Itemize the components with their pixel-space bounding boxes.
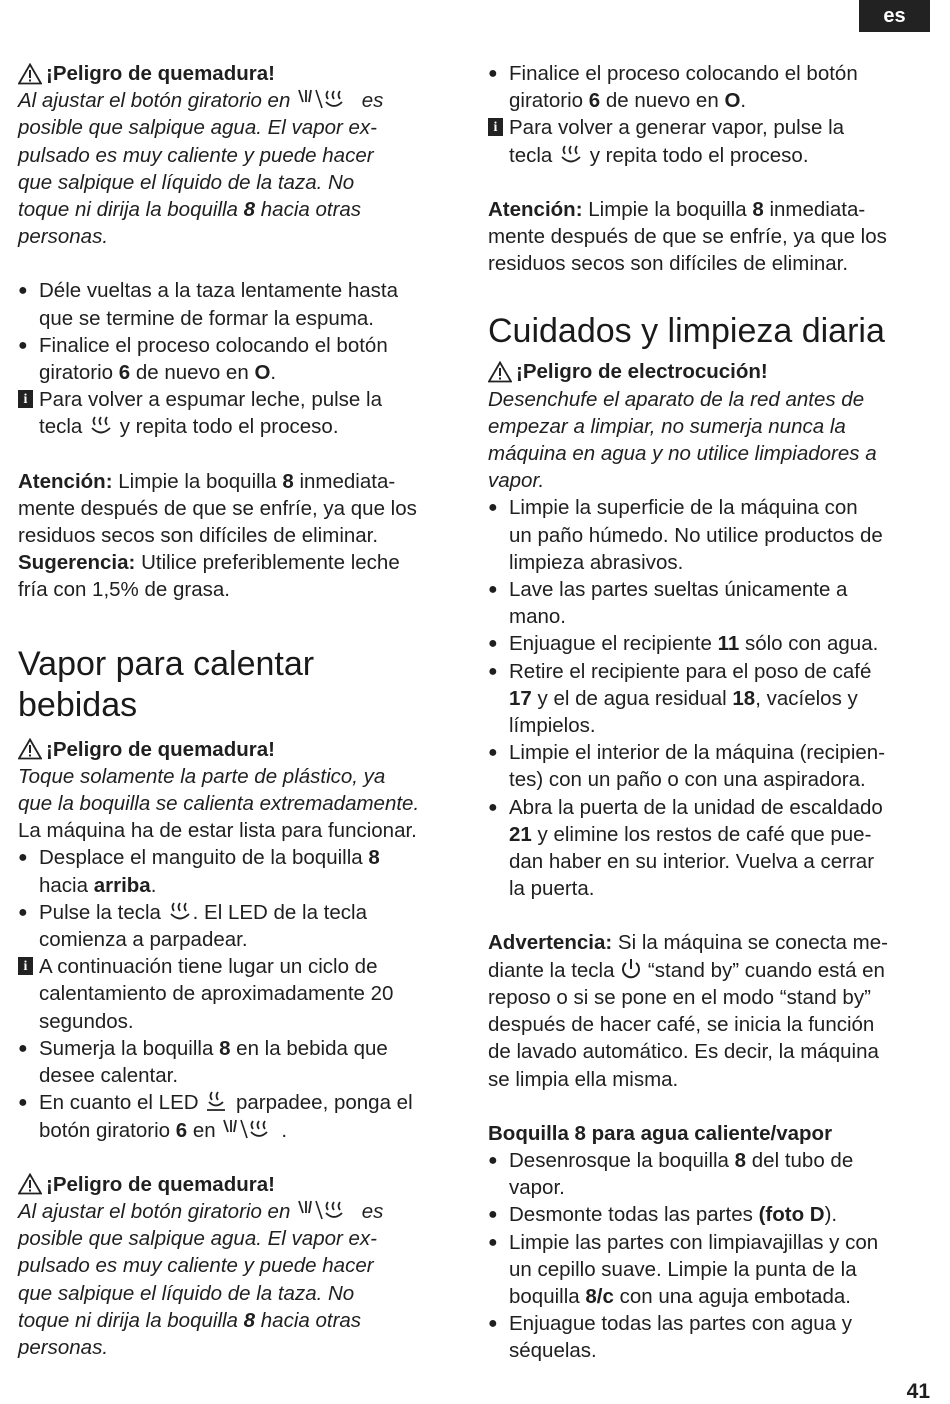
info-icon: i [18,957,33,975]
suggestion-note: Sugerencia: Utilice preferiblemente leche fría con 1,5% de grasa. [18,551,400,602]
attention-note: Atención: Limpie la boquilla 8 inmediata- mente después de que se enfríe, ya que los residuos secos son difíciles de eliminar. [488,197,887,276]
list-item: ● En cuanto el LED parpadee, ponga el botón giratorio 6 en . [18,1089,463,1143]
list-item: ● Limpie las partes con limpiavajillas y con un cepillo suave. Limpie la punta de la boquilla 8/c con una aguja embotada. [488,1229,933,1311]
list-item: ● Retire el recipiente para el poso de café 17 y el de agua residual 18, vacíelos y límpielos. [488,658,933,740]
bullet-icon: ● [488,744,498,762]
bullet-icon: ● [18,336,28,354]
list-item: ● Desenrosque la boquilla 8 del tubo de vapor. [488,1147,933,1201]
attention-note: Atención: Limpie la boquilla 8 inmediata- mente después de que se enfríe, ya que los residuos secos son difíciles de eliminar. [18,469,417,548]
info-icon: i [488,118,503,136]
list-item: ● Desmonte todas las partes (foto D). [488,1201,933,1228]
bullet-icon: ● [18,1094,28,1112]
warning-triangle-icon [18,738,42,760]
hot-water-steam-symbol-icon [296,1199,356,1221]
info-item: i Para volver a generar vapor, pulse la tecla y repita todo el proceso. [488,114,933,168]
bullet-icon: ● [18,849,28,867]
bullet-icon: ● [488,581,498,599]
warning-heading: ¡Peligro de electrocución! [488,358,933,385]
info-item: i Para volver a espumar leche, pulse la tecla y repita todo el proceso. [18,386,463,440]
bullet-icon: ● [488,499,498,517]
hot-water-steam-symbol-icon [221,1118,281,1140]
list-item: ● Finalice el proceso colocando el botón giratorio 6 de nuevo en O. [488,60,933,114]
list-item: ● Finalice el proceso colocando el botón giratorio 6 de nuevo en O. [18,332,463,386]
section-heading: Cuidados y limpieza diaria [488,312,885,351]
bullet-icon: ● [488,662,498,680]
warning-heading: ¡Peligro de quemadura! [18,60,463,87]
warning-text: Desenchufe el aparato de la red antes de empezar a limpiar, no sumerja nunca la máquina en agua y no utilice limpiadores a vapor. [488,387,877,493]
subsection-heading: Boquilla 8 para agua caliente/vapor [488,1121,833,1145]
list-item: ● Pulse la tecla . El LED de la tecla comienza a parpadear. [18,899,463,953]
list-item: ● Lave las partes sueltas únicamente a mano. [488,576,933,630]
bullet-icon: ● [488,65,498,82]
power-standby-icon [620,958,642,980]
bullet-icon: ● [18,903,28,921]
bullet-icon: ● [488,798,498,816]
warning-text: Al ajustar el botón giratorio en es posible que salpique agua. El vapor ex- pulsado es muy caliente y puede hacer que salpique el líquido de la taza. No toque ni dirija la boquilla 8 hacia otras personas. [18,1199,384,1359]
bullet-icon: ● [488,1151,498,1169]
bullet-icon: ● [488,1315,498,1333]
steam-led-icon [204,1090,230,1112]
language-tab: es [859,0,930,32]
warning-triangle-icon [18,63,42,85]
warning-note: Advertencia: Si la máquina se conecta me- diante la tecla “stand by” cuando está en reposo o si se pone en el modo “stand by” después de hacer café, se inicia la función de lavado automático. Es decir, la máquina se limpia ella misma. [488,931,888,1091]
list-item: ● Déle vueltas a la taza lentamente hasta que se termine de formar la espuma. [18,277,463,331]
steam-key-icon [88,414,114,436]
list-item: ● Limpie la superficie de la máquina con un paño húmedo. No utilice productos de limpieza abrasivos. [488,494,933,576]
list-item: ● Enjuague el recipiente 11 sólo con agua. [488,630,933,657]
bullet-icon: ● [488,635,498,653]
left-column [18,60,463,1361]
warning-text: Al ajustar el botón giratorio en es posible que salpique agua. El vapor ex- pulsado es muy caliente y puede hacer que salpique el líquido de la taza. No toque ni dirija la boquilla 8 hacia otras personas. [18,89,384,249]
bullet-icon: ● [488,1206,498,1224]
bullet-icon: ● [18,1039,28,1057]
warning-triangle-icon [488,361,512,383]
warning-triangle-icon [18,1173,42,1195]
steam-key-icon [167,900,193,922]
list-item: ● Limpie el interior de la máquina (recipien- tes) con un paño o con una aspiradora. [488,739,933,793]
info-icon: i [18,390,33,408]
bullet-icon: ● [488,1233,498,1251]
right-column [488,60,933,1365]
warning-text: Toque solamente la parte de plástico, ya que la boquilla se calienta extremadamente. La máquina ha de estar lista para funcionar. [18,764,420,843]
steam-key-icon [558,143,584,165]
list-item: ● Desplace el manguito de la boquilla 8 hacia arriba. [18,844,463,898]
warning-heading: ¡Peligro de quemadura! [18,736,463,763]
info-item: i A continuación tiene lugar un ciclo de calentamiento de aproximadamente 20 segundos. [18,953,463,1035]
list-item: ● Sumerja la boquilla 8 en la bebida que desee calentar. [18,1035,463,1089]
list-item: ● Abra la puerta de la unidad de escaldado 21 y elimine los restos de café que pue- dan haber en su interior. Vuelva a cerrar la puerta. [488,794,933,903]
page-number: 41 [906,1380,930,1403]
section-heading: Vapor para calentar bebidas [18,644,315,724]
hot-water-steam-symbol-icon [296,88,356,110]
list-item: ● Enjuague todas las partes con agua y séquelas. [488,1310,933,1364]
bullet-icon: ● [18,282,28,300]
warning-heading: ¡Peligro de quemadura! [18,1171,463,1198]
